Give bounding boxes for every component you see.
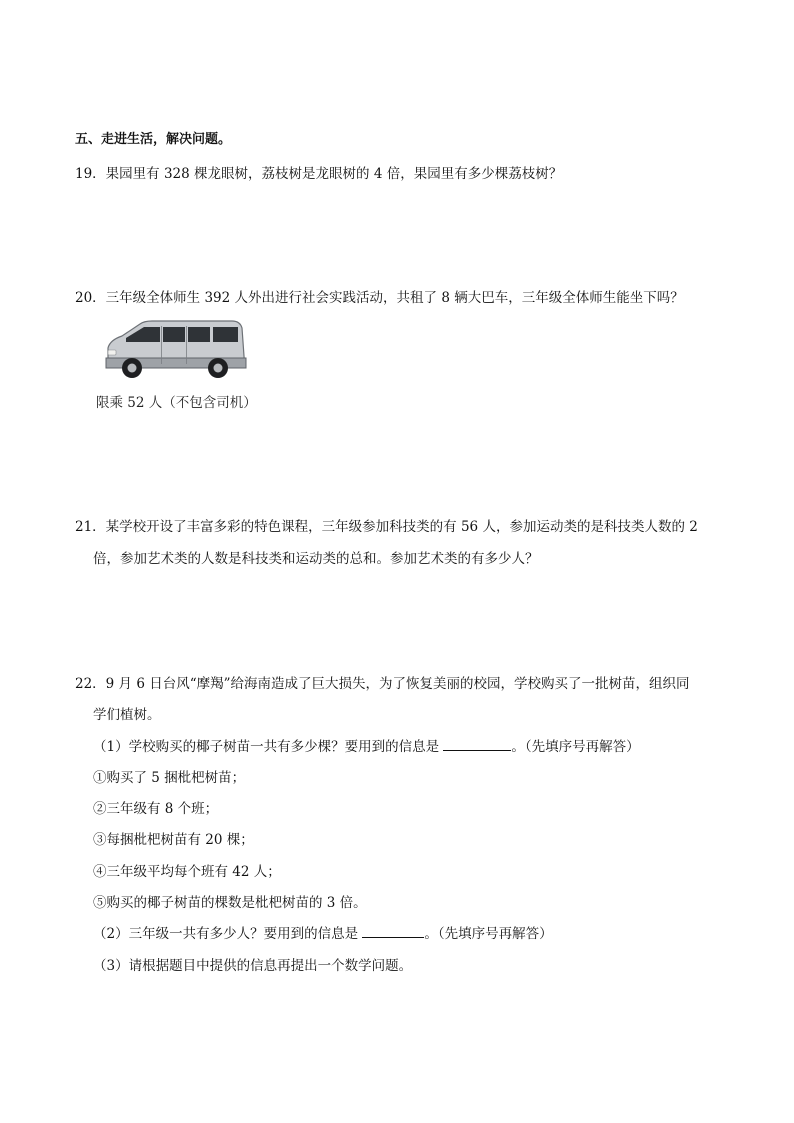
question-22-part-3: （3）请根据题目中提供的信息再提出一个数学问题。 xyxy=(93,958,413,974)
question-21-line-1: 21．某学校开设了丰富多彩的特色课程，三年级参加科技类的有 56 人，参加运动类的是科技类人数的 2 xyxy=(75,519,698,535)
info-option-3: ③每捆枇杷树苗有 20 棵； xyxy=(93,832,254,848)
section-title: 五、走进生活，解决问题。 xyxy=(75,132,232,147)
info-option-1: ①购买了 5 捆枇杷树苗； xyxy=(93,770,246,786)
part-2-prompt: （2）三年级一共有多少人？要用到的信息是 xyxy=(93,926,363,942)
minibus-caption: 限乘 52 人（不包含司机） xyxy=(96,395,257,411)
question-20: 20．三年级全体师生 392 人外出进行社会实践活动，共租了 8 辆大巴车，三年级全体师生能坐下吗？ xyxy=(75,290,684,306)
question-22-line-2: 学们植树。 xyxy=(93,707,161,723)
question-22-line-1: 22．9 月 6 日台风“摩羯”给海南造成了巨大损失，为了恢复美丽的校园，学校购买了一批树苗，组织同 xyxy=(75,676,690,692)
part-2-instruction: 。（先填序号再解答） xyxy=(424,926,553,942)
question-22-part-2 xyxy=(93,925,553,943)
minibus-icon xyxy=(100,318,250,382)
answer-blank-2[interactable] xyxy=(362,925,424,938)
info-option-2: ②三年级有 8 个班； xyxy=(93,801,219,817)
part-1-prompt: （1）学校购买的椰子树苗一共有多少棵？要用到的信息是 xyxy=(93,739,444,755)
answer-blank-1[interactable] xyxy=(443,738,511,751)
minibus-image xyxy=(100,318,250,382)
info-option-4: ④三年级平均每个班有 42 人； xyxy=(93,864,281,880)
part-1-instruction: 。（先填序号再解答） xyxy=(511,739,640,755)
question-21-line-2: 倍，参加艺术类的人数是科技类和运动类的总和。参加艺术类的有多少人？ xyxy=(93,551,539,567)
info-option-5: ⑤购买的椰子树苗的棵数是枇杷树苗的 3 倍。 xyxy=(93,895,367,911)
question-22-part-1 xyxy=(93,738,640,756)
question-19: 19．果园里有 328 棵龙眼树，荔枝树是龙眼树的 4 倍，果园里有多少棵荔枝树？ xyxy=(75,166,563,182)
